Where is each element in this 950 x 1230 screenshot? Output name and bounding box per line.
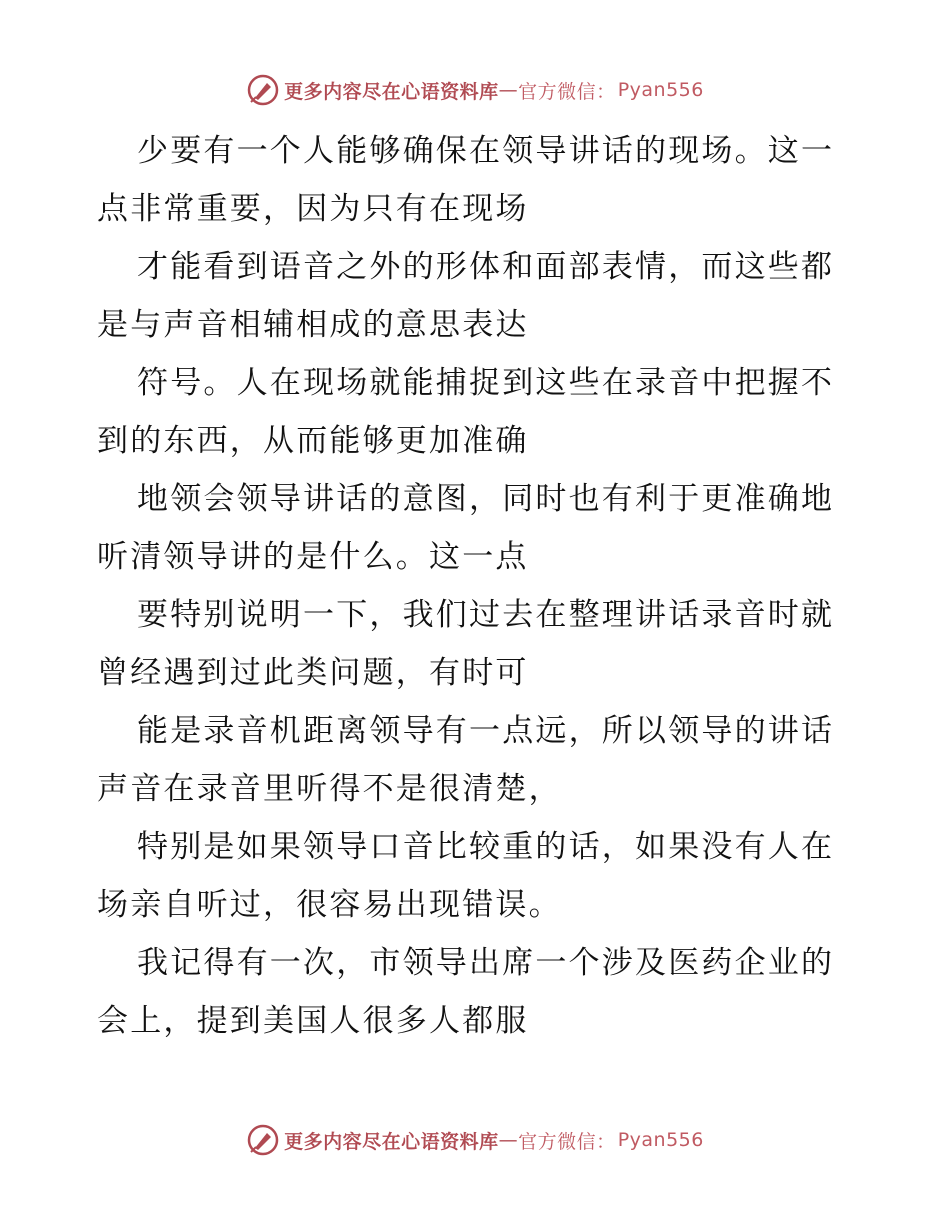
paragraph: 才能看到语音之外的形体和面部表情，而这些都 是与声音相辅相成的意思表达: [97, 249, 835, 343]
pen-nib-logo-icon: [246, 1123, 280, 1157]
paragraph: 能是录音机距离领导有一点远，所以领导的讲话 声音在录音里听得不是很清楚，: [97, 713, 835, 807]
banner-title: 更多内容尽在心语资料库: [284, 1130, 499, 1153]
footer-watermark: [0, 1122, 950, 1158]
paragraph: 地领会领导讲话的意图，同时也有利于更准确地 听清领导讲的是什么。这一点: [97, 481, 835, 575]
paragraph: 我记得有一次，市领导出席一个涉及医药企业的 会上，提到美国人很多人都服: [97, 945, 835, 1039]
header-watermark: [0, 72, 950, 108]
banner-wechat-id: Pyan556: [617, 1129, 704, 1151]
paragraph: 特别是如果领导口音比较重的话，如果没有人在 场亲自听过，很容易出现错误。: [97, 829, 835, 923]
paragraph: 符号。人在现场就能捕捉到这些在录音中把握不 到的东西，从而能够更加准确: [97, 365, 835, 459]
banner-separator: —: [498, 79, 519, 101]
pen-nib-logo-icon: [246, 73, 280, 107]
paragraph: 少要有一个人能够确保在领导讲话的现场。这一 点非常重要，因为只有在现场: [97, 133, 835, 227]
banner-title: 更多内容尽在心语资料库: [284, 80, 499, 103]
banner-wechat-label: 官方微信：: [518, 80, 616, 103]
banner-separator: —: [498, 1129, 519, 1151]
paragraph: 要特别说明一下，我们过去在整理讲话录音时就 曾经遇到过此类问题，有时可: [97, 597, 835, 691]
banner-wechat-label: 官方微信：: [518, 1130, 616, 1153]
banner-wechat-id: Pyan556: [617, 79, 704, 101]
document-body: [97, 122, 857, 1050]
